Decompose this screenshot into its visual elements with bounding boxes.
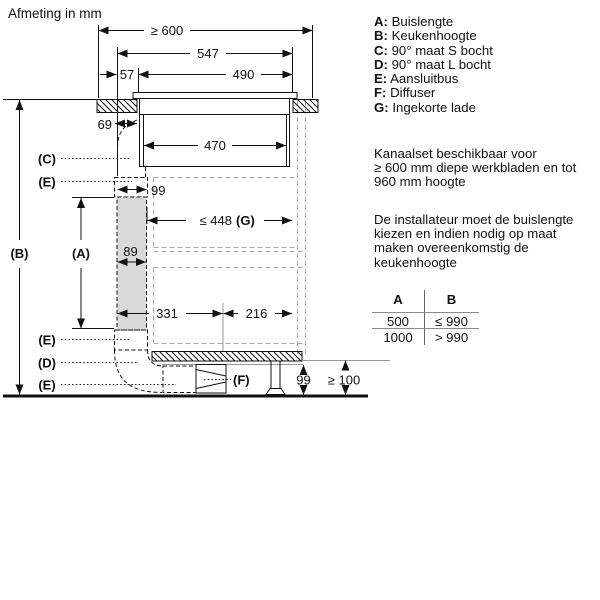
legend-item: F: Diffuser <box>374 85 436 101</box>
cabinet-base-panel <box>152 352 302 362</box>
note-availability: Kanaalset beschikbaar voor ≥ 600 mm diepe werkbladen en tot 960 mm hoogte <box>374 146 577 190</box>
table-cell: 500 <box>386 314 409 329</box>
horizontal-connector <box>163 366 196 393</box>
dim-89: 89 <box>123 244 138 259</box>
label-b: (B) <box>10 246 29 261</box>
table-cell: 1000 <box>383 330 413 345</box>
legend-item: E: Aansluitbus <box>374 71 459 87</box>
legend-item: A: Buislengte <box>374 14 454 29</box>
table-header-a: A <box>393 292 403 307</box>
dim-331: 331 <box>156 306 178 321</box>
dim-216: 216 <box>245 306 268 321</box>
adjustable-foot <box>266 361 285 395</box>
legend-item: G: Ingekorte lade <box>374 99 476 115</box>
table-header-b: B <box>446 292 457 307</box>
dim-470: 470 <box>204 138 226 153</box>
structure <box>3 25 368 396</box>
legend-item: D: 90° maat L bocht <box>374 56 491 72</box>
flat-duct <box>117 197 147 330</box>
tube-length-table <box>372 290 479 347</box>
bottom-connector <box>115 330 148 350</box>
dim-worktop-depth: ≥ 600 <box>150 23 184 38</box>
top-connector <box>115 178 148 198</box>
label-d: (D) <box>37 355 57 371</box>
table-header-rule <box>372 312 479 313</box>
s-bend <box>118 120 138 176</box>
table-cell: > 990 <box>434 330 469 345</box>
hob-glass <box>133 93 297 99</box>
dim-57: 57 <box>119 67 135 82</box>
legend-item: B: Keukenhoogte <box>374 28 477 44</box>
dim-min-100: ≥ 100 <box>327 372 361 388</box>
label-e-mid: (E) <box>38 332 56 348</box>
note-installer: De installateur moet de buislengte kiezen en indien nodig op maat maken overeenkomstig de keukenhoogte <box>374 212 574 270</box>
dim-490: 490 <box>232 67 255 82</box>
label-e-top: (E) <box>38 174 56 190</box>
legend-item: C: 90° maat S bocht <box>374 42 493 58</box>
label-a: (A) <box>71 246 91 261</box>
hob-body <box>140 99 290 167</box>
label-c: (C) <box>37 151 57 167</box>
label-f: (F) <box>233 372 250 388</box>
dim-69: 69 <box>97 117 112 132</box>
dim-547: 547 <box>197 46 219 61</box>
dim-99-connector: 99 <box>151 183 166 198</box>
diffuser <box>196 365 226 394</box>
label-e-bottom: (E) <box>38 377 56 393</box>
table-cell: ≤ 990 <box>435 314 468 329</box>
page-title: Afmeting in mm <box>8 6 102 21</box>
legend <box>374 15 493 115</box>
dim-99-plinth: 99 <box>296 372 311 388</box>
worktop-right <box>293 100 318 113</box>
label-g: (G) <box>236 213 255 228</box>
dimension-lines <box>20 31 346 396</box>
dim-448: ≤ 448 <box>199 213 232 228</box>
